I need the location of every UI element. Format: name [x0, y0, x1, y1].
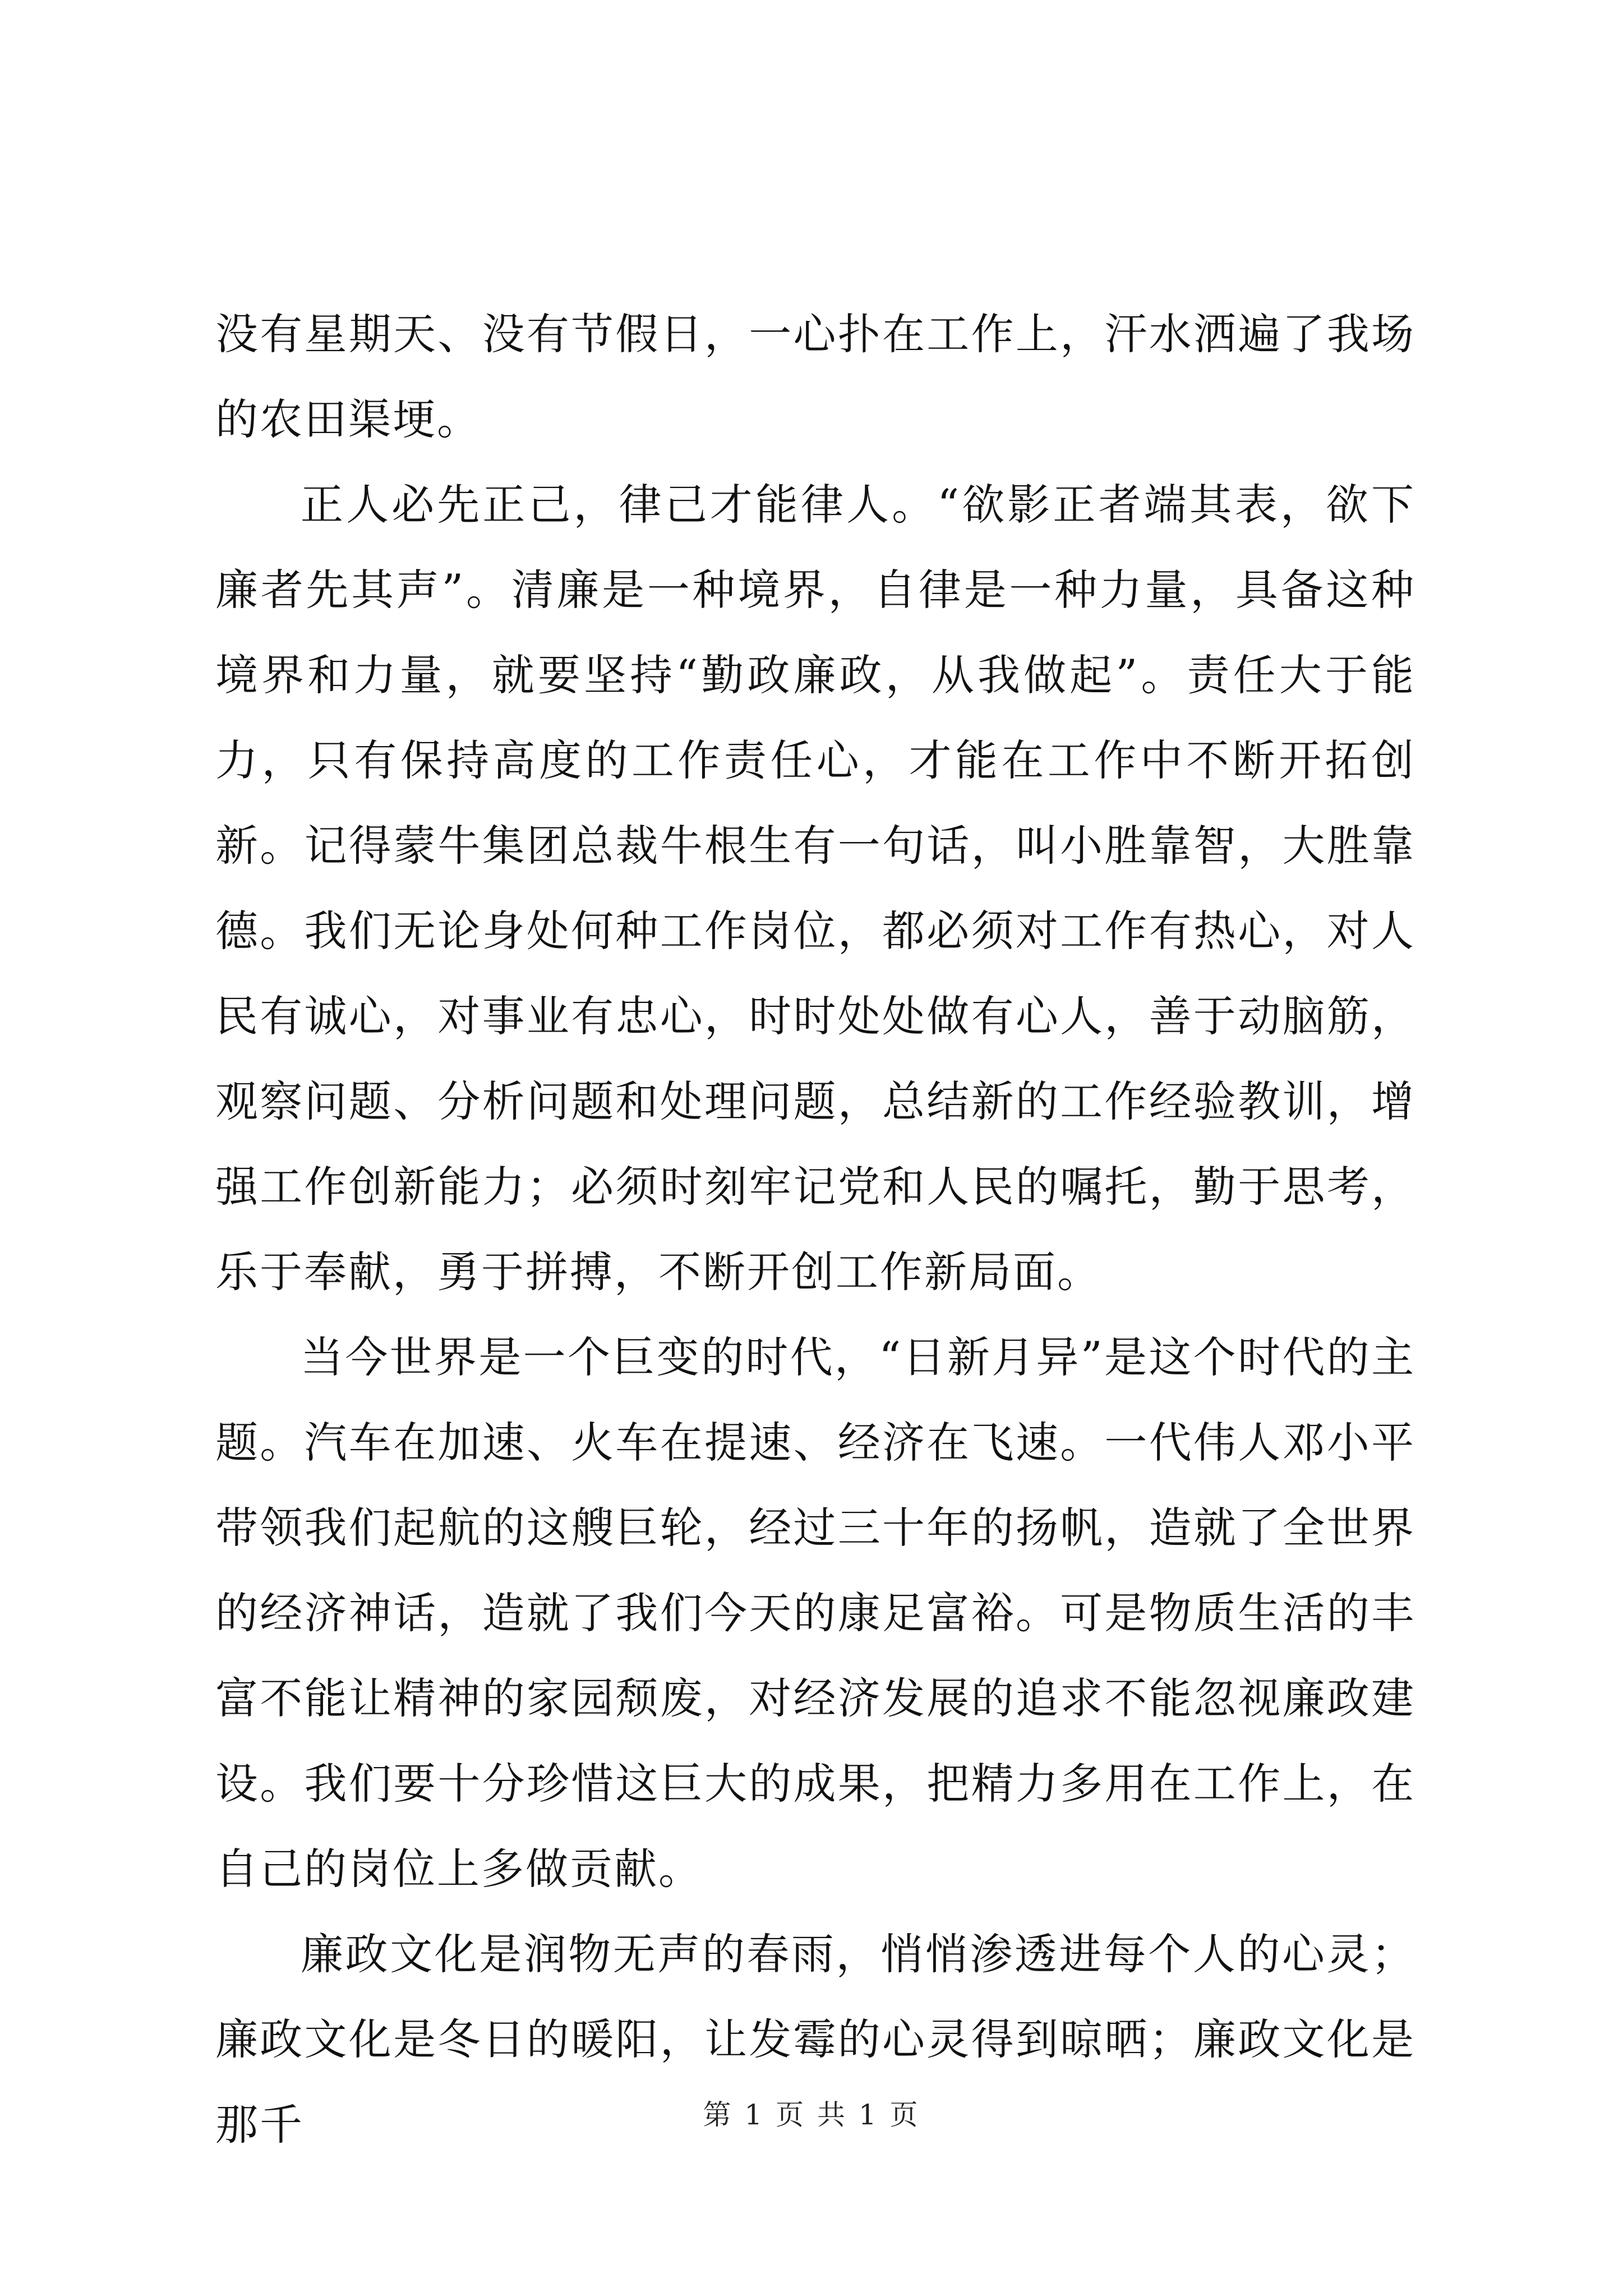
paragraph-4: 廉政文化是润物无声的春雨，悄悄渗透进每个人的心灵；廉政文化是冬日的暖阳，让发霉的心灵得到晾晒；廉政文化是那千: [215, 1929, 1415, 2150]
paragraph-3: 当今世界是一个巨变的时代，“日新月异”是这个时代的主题。汽车在加速、火车在提速、经济在飞速。一代伟人邓小平带领我们起航的这艘巨轮，经过三十年的扬帆，造就了全世界的经济神话，造就了我们今天的康足富裕。可是物质生活的丰富不能让精神的家园颓废，对经济发展的追求不能忽视廉政建设。我们要十分珍惜这巨大的成果，把精力多用在工作上，在自己的岗位上多做贡献。: [215, 1332, 1415, 1894]
paragraph-2: 正人必先正己，律己才能律人。“欲影正者端其表，欲下廉者先其声”。清廉是一种境界，自律是一种力量，具备这种境界和力量，就要坚持“勤政廉政，从我做起”。责任大于能力，只有保持高度的工作责任心，才能在工作中不断开拓创新。记得蒙牛集团总裁牛根生有一句话，叫小胜靠智，大胜靠德。我们无论身处何种工作岗位，都必须对工作有热心，对人民有诚心，对事业有忠心，时时处处做有心人，善于动脑筋，观察问题、分析问题和处理问题，总结新的工作经验教训，增强工作创新能力；必须时刻牢记党和人民的嘱托，勤于思考，乐于奉献，勇于拼搏，不断开创工作新局面。: [215, 480, 1415, 1297]
document-body: [215, 292, 1415, 2168]
page-footer: 第 1 页 共 1 页: [703, 2099, 920, 2131]
paragraph-1: 没有星期天、没有节假日，一心扑在工作上，汗水洒遍了我场的农田渠埂。: [215, 309, 1415, 444]
